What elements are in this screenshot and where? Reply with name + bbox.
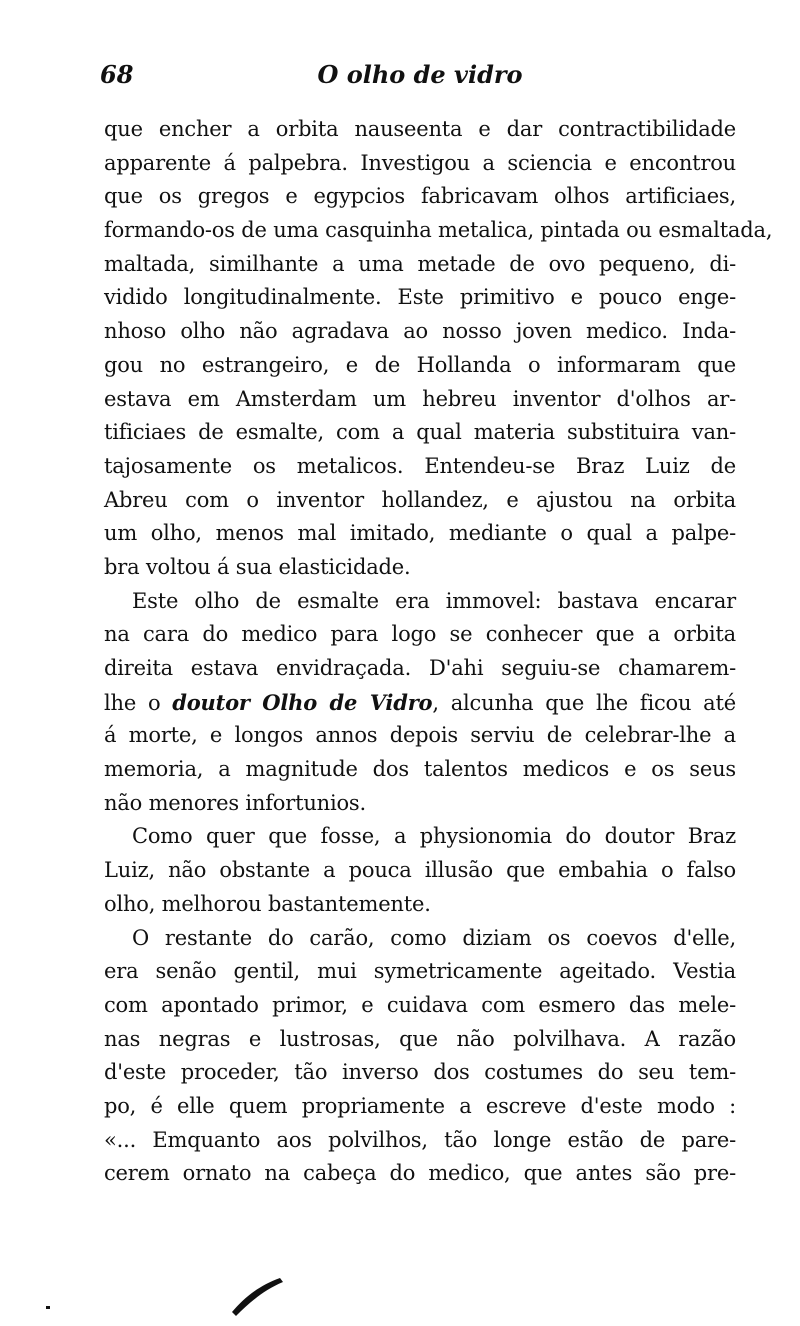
text-line: maltada, similhante a uma metade de ovo pequeno, di-: [104, 251, 736, 276]
text-line: memoria, a magnitude dos talentos medicos e os seus: [104, 757, 736, 782]
text-line: nas negras e lustrosas, que não polvilhava. A razão: [104, 1026, 736, 1051]
scan-speck: [46, 1306, 50, 1309]
text-line: d'este proceder, tão inverso dos costumes do seu tem-: [104, 1060, 736, 1085]
text-line: Abreu com o inventor hollandez, e ajustou na orbita: [104, 487, 736, 512]
page-header: [0, 52, 800, 92]
ink-mark: [228, 1268, 288, 1318]
text-line: que encher a orbita nauseenta e dar contractibilidade: [104, 117, 736, 141]
text-line: gou no estrangeiro, e de Hollanda o informaram que: [104, 352, 736, 377]
text-line: não menores infortunios.: [104, 790, 366, 815]
text-line: bra voltou á sua elasticidade.: [104, 554, 411, 579]
text-line: Este olho de esmalte era immovel: bastava encarar: [132, 588, 736, 613]
text-line: na cara do medico para logo se conhecer que a orbita: [104, 622, 736, 647]
text-fragment: lhe o: [104, 690, 161, 715]
running-title: O olho de vidro: [317, 60, 523, 89]
text-line: Como quer que fosse, a physionomia do doutor Braz: [132, 824, 736, 849]
text-line: tajosamente os metalicos. Entendeu-se Braz Luiz de: [104, 453, 736, 478]
text-line: um olho, menos mal imitado, mediante o qual a palpe-: [104, 521, 736, 546]
text-line: á morte, e longos annos depois serviu de celebrar-lhe a: [104, 723, 736, 748]
page-number: 68: [100, 60, 134, 89]
text-line: nhoso olho não agradava ao nosso joven medico. Inda-: [104, 319, 736, 344]
text-line: cerem ornato na cabeça do medico, que antes são pre-: [104, 1161, 736, 1186]
text-line: po, é elle quem propriamente a escreve d'este modo :: [104, 1093, 736, 1118]
text-line: era senão gentil, mui symetricamente ageitado. Vestia: [104, 959, 736, 984]
text-line: com apontado primor, e cuidava com esmero das mele-: [104, 992, 736, 1017]
text-line: Luiz, não obstante a pouca illusão que embahia o falso: [104, 858, 736, 883]
body-text: [104, 113, 773, 1191]
italic-title: doutor Olho de Vidro: [172, 689, 433, 715]
text-line: direita estava envidraçada. D'ahi seguiu-se chamarem-: [104, 656, 736, 680]
text-line: O restante do carão, como diziam os coevos d'elle,: [132, 925, 736, 950]
text-line: vidido longitudinalmente. Este primitivo e pouco enge-: [104, 285, 736, 310]
text-fragment: , alcunha que lhe ficou até: [432, 690, 736, 715]
text-line: tificiaes de esmalte, com a qual materia substituira van-: [104, 420, 736, 445]
text-line: [104, 686, 736, 720]
text-line: que os gregos e egypcios fabricavam olhos artificiaes,: [104, 184, 736, 209]
text-line: formando-os de uma casquinha metalica, pintada ou esmaltada,: [104, 218, 773, 243]
text-line: apparente á palpebra. Investigou a sciencia e encontrou: [104, 150, 736, 175]
text-line: estava em Amsterdam um hebreu inventor d'olhos ar-: [104, 386, 736, 411]
text-line: olho, melhorou bastantemente.: [104, 891, 431, 916]
text-line: «... Emquanto aos polvilhos, tão longe estão de pare-: [104, 1127, 736, 1152]
